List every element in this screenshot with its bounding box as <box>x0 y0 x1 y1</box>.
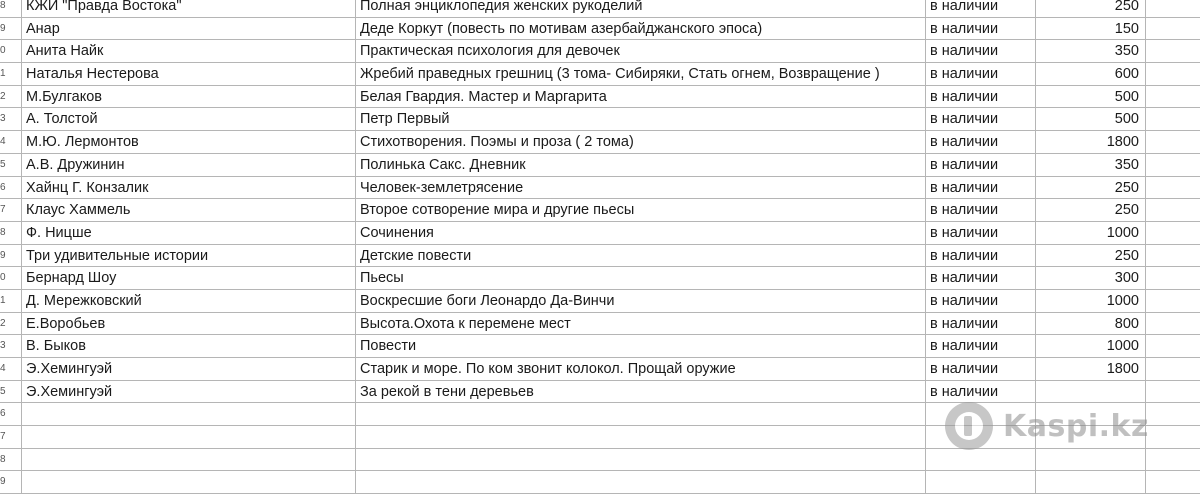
cell-empty[interactable] <box>1146 335 1200 358</box>
cell-empty[interactable] <box>1146 222 1200 245</box>
cell-title[interactable]: Пьесы <box>356 267 926 290</box>
row-number[interactable]: 7 <box>0 199 22 222</box>
cell-price[interactable] <box>1036 403 1146 426</box>
cell-price[interactable] <box>1036 426 1146 449</box>
cell-empty[interactable] <box>1146 63 1200 86</box>
cell-price[interactable]: 500 <box>1036 108 1146 131</box>
table-row <box>0 403 1200 426</box>
cell-status[interactable]: в наличии <box>926 108 1036 131</box>
row-number[interactable]: 8 <box>0 222 22 245</box>
cell-price[interactable]: 250 <box>1036 199 1146 222</box>
cell-status[interactable]: в наличии <box>926 222 1036 245</box>
table-row <box>0 313 1200 336</box>
watermark-text: Kaspi.kz <box>1003 408 1149 444</box>
cell-author[interactable] <box>22 471 356 494</box>
cell-status[interactable] <box>926 449 1036 472</box>
cell-title[interactable] <box>356 449 926 472</box>
cell-title[interactable] <box>356 426 926 449</box>
cell-price[interactable]: 350 <box>1036 154 1146 177</box>
cell-status[interactable]: в наличии <box>926 18 1036 41</box>
cell-price[interactable]: 250 <box>1036 0 1146 18</box>
cell-status[interactable]: в наличии <box>926 267 1036 290</box>
cell-author[interactable]: А.В. Дружинин <box>22 154 356 177</box>
cell-author[interactable] <box>22 426 356 449</box>
cell-status[interactable]: в наличии <box>926 381 1036 404</box>
cell-empty[interactable] <box>1146 381 1200 404</box>
cell-author[interactable]: М.Ю. Лермонтов <box>22 131 356 154</box>
cell-status[interactable] <box>926 471 1036 494</box>
cell-empty[interactable] <box>1146 108 1200 131</box>
table-row <box>0 222 1200 245</box>
cell-price[interactable]: 350 <box>1036 40 1146 63</box>
cell-empty[interactable] <box>1146 426 1200 449</box>
cell-status[interactable]: в наличии <box>926 177 1036 200</box>
cell-title[interactable]: Детские повести <box>356 245 926 268</box>
row-number[interactable]: 3 <box>0 335 22 358</box>
row-number[interactable]: 8 <box>0 0 22 18</box>
table-row <box>0 267 1200 290</box>
row-number[interactable]: 2 <box>0 86 22 109</box>
cell-status[interactable] <box>926 403 1036 426</box>
table-row <box>0 426 1200 449</box>
cell-price[interactable]: 1000 <box>1036 222 1146 245</box>
cell-title[interactable]: За рекой в тени деревьев <box>356 381 926 404</box>
cell-title[interactable]: Воскресшие боги Леонардо Да-Винчи <box>356 290 926 313</box>
table-row <box>0 335 1200 358</box>
row-number[interactable]: 0 <box>0 40 22 63</box>
cell-title[interactable] <box>356 403 926 426</box>
row-number[interactable]: 9 <box>0 471 22 494</box>
cell-status[interactable]: в наличии <box>926 313 1036 336</box>
cell-author[interactable] <box>22 403 356 426</box>
cell-status[interactable]: в наличии <box>926 131 1036 154</box>
table-row <box>0 177 1200 200</box>
cell-empty[interactable] <box>1146 313 1200 336</box>
cell-author[interactable]: А. Толстой <box>22 108 356 131</box>
cell-price[interactable] <box>1036 449 1146 472</box>
cell-title[interactable]: Полинька Сакс. Дневник <box>356 154 926 177</box>
cell-title[interactable]: Человек-землетрясение <box>356 177 926 200</box>
table-row <box>0 86 1200 109</box>
cell-status[interactable]: в наличии <box>926 245 1036 268</box>
cell-title[interactable]: Повести <box>356 335 926 358</box>
cell-empty[interactable] <box>1146 471 1200 494</box>
cell-price[interactable]: 600 <box>1036 63 1146 86</box>
cell-author[interactable]: Бернард Шоу <box>22 267 356 290</box>
cell-author[interactable] <box>22 449 356 472</box>
cell-author[interactable]: Хайнц Г. Конзалик <box>22 177 356 200</box>
row-number[interactable]: 2 <box>0 313 22 336</box>
row-number[interactable]: 1 <box>0 63 22 86</box>
cell-title[interactable]: Жребий праведных грешниц (3 тома- Сибиряки, Стать огнем, Возвращение ) <box>356 63 926 86</box>
cell-price[interactable]: 800 <box>1036 313 1146 336</box>
cell-empty[interactable] <box>1146 358 1200 381</box>
cell-author[interactable]: Д. Мережковский <box>22 290 356 313</box>
cell-author[interactable]: Наталья Нестерова <box>22 63 356 86</box>
cell-status[interactable]: в наличии <box>926 154 1036 177</box>
cell-title[interactable]: Высота.Охота к перемене мест <box>356 313 926 336</box>
cell-price[interactable] <box>1036 381 1146 404</box>
cell-empty[interactable] <box>1146 86 1200 109</box>
cell-empty[interactable] <box>1146 199 1200 222</box>
row-number[interactable]: 5 <box>0 154 22 177</box>
cell-status[interactable]: в наличии <box>926 86 1036 109</box>
row-number[interactable]: 4 <box>0 358 22 381</box>
cell-price[interactable]: 150 <box>1036 18 1146 41</box>
cell-title[interactable]: Полная энциклопедия женских рукоделий <box>356 0 926 18</box>
cell-price[interactable]: 1000 <box>1036 335 1146 358</box>
table-row <box>0 131 1200 154</box>
cell-empty[interactable] <box>1146 0 1200 18</box>
table-row <box>0 40 1200 63</box>
cell-title[interactable]: Стихотворения. Поэмы и проза ( 2 тома) <box>356 131 926 154</box>
cell-empty[interactable] <box>1146 290 1200 313</box>
table-row <box>0 199 1200 222</box>
cell-status[interactable]: в наличии <box>926 358 1036 381</box>
cell-empty[interactable] <box>1146 245 1200 268</box>
cell-status[interactable]: в наличии <box>926 63 1036 86</box>
cell-author[interactable]: М.Булгаков <box>22 86 356 109</box>
cell-author[interactable]: Три удивительные истории <box>22 245 356 268</box>
table-row <box>0 63 1200 86</box>
table-row <box>0 154 1200 177</box>
table-row <box>0 245 1200 268</box>
row-number[interactable]: 8 <box>0 449 22 472</box>
cell-status[interactable]: в наличии <box>926 290 1036 313</box>
row-number[interactable]: 6 <box>0 403 22 426</box>
cell-empty[interactable] <box>1146 177 1200 200</box>
cell-title[interactable]: Белая Гвардия. Мастер и Маргарита <box>356 86 926 109</box>
cell-author[interactable]: Клаус Хаммель <box>22 199 356 222</box>
table-row <box>0 290 1200 313</box>
cell-empty[interactable] <box>1146 267 1200 290</box>
row-number[interactable]: 6 <box>0 177 22 200</box>
table-row <box>0 18 1200 41</box>
cell-title[interactable]: Сочинения <box>356 222 926 245</box>
cell-empty[interactable] <box>1146 449 1200 472</box>
cell-status[interactable]: в наличии <box>926 335 1036 358</box>
row-number[interactable]: 3 <box>0 108 22 131</box>
cell-title[interactable]: Практическая психология для девочек <box>356 40 926 63</box>
cell-empty[interactable] <box>1146 18 1200 41</box>
cell-empty[interactable] <box>1146 403 1200 426</box>
cell-status[interactable]: в наличии <box>926 0 1036 18</box>
cell-empty[interactable] <box>1146 40 1200 63</box>
cell-title[interactable]: Второе сотворение мира и другие пьесы <box>356 199 926 222</box>
row-number[interactable]: 9 <box>0 18 22 41</box>
cell-author[interactable]: Ф. Ницше <box>22 222 356 245</box>
cell-author[interactable]: Э.Хемингуэй <box>22 358 356 381</box>
cell-title[interactable]: Деде Коркут (повесть по мотивам азербайджанского эпоса) <box>356 18 926 41</box>
table-row <box>0 108 1200 131</box>
row-number[interactable]: 7 <box>0 426 22 449</box>
table-row <box>0 358 1200 381</box>
table-row <box>0 449 1200 472</box>
cell-price[interactable]: 1800 <box>1036 358 1146 381</box>
row-number[interactable]: 4 <box>0 131 22 154</box>
cell-title[interactable] <box>356 471 926 494</box>
cell-status[interactable] <box>926 426 1036 449</box>
table-row <box>0 381 1200 404</box>
cell-status[interactable]: в наличии <box>926 199 1036 222</box>
cell-price[interactable]: 1000 <box>1036 290 1146 313</box>
cell-author[interactable]: Анар <box>22 18 356 41</box>
table-row <box>0 0 1200 18</box>
cell-author[interactable]: Анита Найк <box>22 40 356 63</box>
cell-author[interactable]: КЖИ "Правда Востока" <box>22 0 356 18</box>
cell-status[interactable]: в наличии <box>926 40 1036 63</box>
row-number[interactable]: 9 <box>0 245 22 268</box>
cell-title[interactable]: Петр Первый <box>356 108 926 131</box>
cell-price[interactable]: 1800 <box>1036 131 1146 154</box>
cell-price[interactable]: 300 <box>1036 267 1146 290</box>
cell-price[interactable] <box>1036 471 1146 494</box>
cell-price[interactable]: 500 <box>1036 86 1146 109</box>
row-number[interactable]: 0 <box>0 267 22 290</box>
cell-title[interactable]: Старик и море. По ком звонит колокол. Прощай оружие <box>356 358 926 381</box>
cell-empty[interactable] <box>1146 154 1200 177</box>
cell-empty[interactable] <box>1146 131 1200 154</box>
cell-author[interactable]: Е.Воробьев <box>22 313 356 336</box>
cell-price[interactable]: 250 <box>1036 245 1146 268</box>
cell-author[interactable]: В. Быков <box>22 335 356 358</box>
cell-price[interactable]: 250 <box>1036 177 1146 200</box>
row-number[interactable]: 5 <box>0 381 22 404</box>
table-row <box>0 471 1200 494</box>
cell-author[interactable]: Э.Хемингуэй <box>22 381 356 404</box>
row-number[interactable]: 1 <box>0 290 22 313</box>
